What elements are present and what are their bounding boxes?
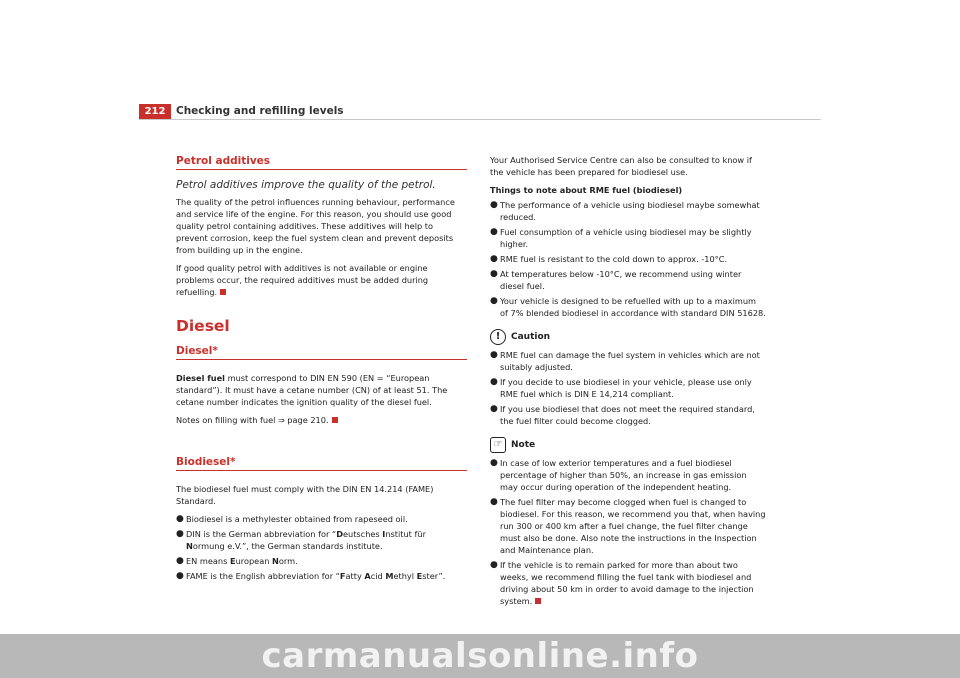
list-item: ● EN means European Norm. xyxy=(176,556,298,566)
section-heading-petrol-additives: Petrol additives xyxy=(176,155,271,167)
note-title: Note xyxy=(511,440,536,450)
paragraph: If good quality petrol with additives is not available or engine problems occur, the required additives must be added during refuelling. xyxy=(176,263,429,297)
heading-rule xyxy=(176,359,467,360)
header-rule xyxy=(139,119,821,120)
list-item: ● Fuel consumption of a vehicle using biodiesel may be slightly higher. xyxy=(490,227,752,249)
list-item: ● The fuel filter may become clogged when fuel is changed to biodiesel. For this reason, we recommend you that, when having run 300 or 400 km after a fuel change, the fuel filter change must also be done. Also note the instructions in the Inspection and Maintenance plan. xyxy=(490,497,766,555)
heading-rule xyxy=(176,169,467,170)
paragraph: Your Authorised Service Centre can also be consulted to know if the vehicle has been prepared for biodiesel use. xyxy=(490,155,752,177)
note-hand-icon: ☞ xyxy=(490,437,506,453)
watermark-footer: carmanualsonline.info xyxy=(0,634,960,678)
bullet-icon: ● xyxy=(490,350,498,360)
paragraph: Diesel fuel must correspond to DIN EN 590 (EN = “European standard”). It must have a cetane number (CN) of at least 51. The cetane number indicates the ignition quality of the diesel fuel. xyxy=(176,373,448,407)
subheading-petrol-additives: Petrol additives improve the quality of the petrol. xyxy=(176,179,436,191)
bullet-icon: ● xyxy=(490,377,498,387)
list-item: ● Biodiesel is a methylester obtained from rapeseed oil. xyxy=(176,514,408,524)
bullet-icon: ● xyxy=(176,514,184,524)
section-end-icon xyxy=(332,417,338,423)
list-item: ● In case of low exterior temperatures and a fuel biodiesel percentage of higher than 50%, an increase in gas emission may occur during operation of the independent heating. xyxy=(490,458,747,492)
bullet-icon: ● xyxy=(490,560,498,570)
rme-heading: Things to note about RME fuel (biodiesel) xyxy=(490,185,683,195)
section-end-icon xyxy=(220,289,226,295)
bullet-icon: ● xyxy=(490,296,498,306)
list-item: ● Your vehicle is designed to be refuelled with up to a maximum of 7% blended biodiesel in accordance with standard DIN 51628. xyxy=(490,296,766,318)
arrow-right-icon: ⇒ xyxy=(277,416,285,425)
bullet-icon: ● xyxy=(490,404,498,414)
paragraph: The quality of the petrol influences running behaviour, performance and service life of the engine. For this reason, you should use good quality petrol containing additives. These additives will help to prevent corrosion, keep the fuel system clean and prevent deposits from building up in the engine. xyxy=(176,197,455,255)
bullet-icon: ● xyxy=(490,458,498,468)
page-number: 212 xyxy=(139,104,171,119)
list-item: ● At temperatures below -10°C, we recommend using winter diesel fuel. xyxy=(490,269,742,291)
list-item: ● If you decide to use biodiesel in your vehicle, please use only RME fuel which is DIN E 14,214 compliant. xyxy=(490,377,752,399)
bullet-icon: ● xyxy=(490,497,498,507)
bullet-icon: ● xyxy=(176,571,184,581)
chapter-title-diesel: Diesel xyxy=(176,317,230,335)
note-header xyxy=(490,437,766,453)
running-head: Checking and refilling levels xyxy=(176,105,344,117)
list-item: ● If you use biodiesel that does not meet the required standard, the fuel filter could become clogged. xyxy=(490,404,755,426)
right-column xyxy=(490,154,766,610)
bullet-icon: ● xyxy=(490,200,498,210)
bullet-icon: ● xyxy=(490,269,498,279)
heading-rule xyxy=(176,470,467,471)
page-link[interactable]: page 210. xyxy=(284,415,329,425)
caution-icon: ! xyxy=(490,329,506,345)
caution-header xyxy=(490,329,766,345)
section-heading-biodiesel: Biodiesel* xyxy=(176,456,236,468)
section-end-icon xyxy=(535,598,541,604)
list-item: ● RME fuel is resistant to the cold down to approx. -10°C. xyxy=(490,254,728,264)
list-item: ● RME fuel can damage the fuel system in vehicles which are not suitably adjusted. xyxy=(490,350,760,372)
left-column xyxy=(176,154,467,585)
list-item: ● FAME is the English abbreviation for “Fatty Acid Methyl Ester”. xyxy=(176,571,446,581)
paragraph: The biodiesel fuel must comply with the DIN EN 14.214 (FAME) Standard. xyxy=(176,484,434,506)
section-heading-diesel: Diesel* xyxy=(176,345,218,357)
bullet-icon: ● xyxy=(490,227,498,237)
paragraph: Notes on filling with fuel ⇒ page 210. xyxy=(176,414,467,427)
bullet-icon: ● xyxy=(490,254,498,264)
list-item: ● If the vehicle is to remain parked for more than about two weeks, we recommend filling the fuel tank with biodiesel and driving about 50 km in order to avoid damage to the injection system. xyxy=(490,560,754,606)
bullet-icon: ● xyxy=(176,556,184,566)
list-item: ● The performance of a vehicle using biodiesel maybe somewhat reduced. xyxy=(490,200,760,222)
bullet-icon: ● xyxy=(176,529,184,539)
list-item: ● DIN is the German abbreviation for “Deutsches Institut für Normung e.V.”, the German standards institute. xyxy=(176,529,426,551)
caution-title: Caution xyxy=(511,332,551,342)
